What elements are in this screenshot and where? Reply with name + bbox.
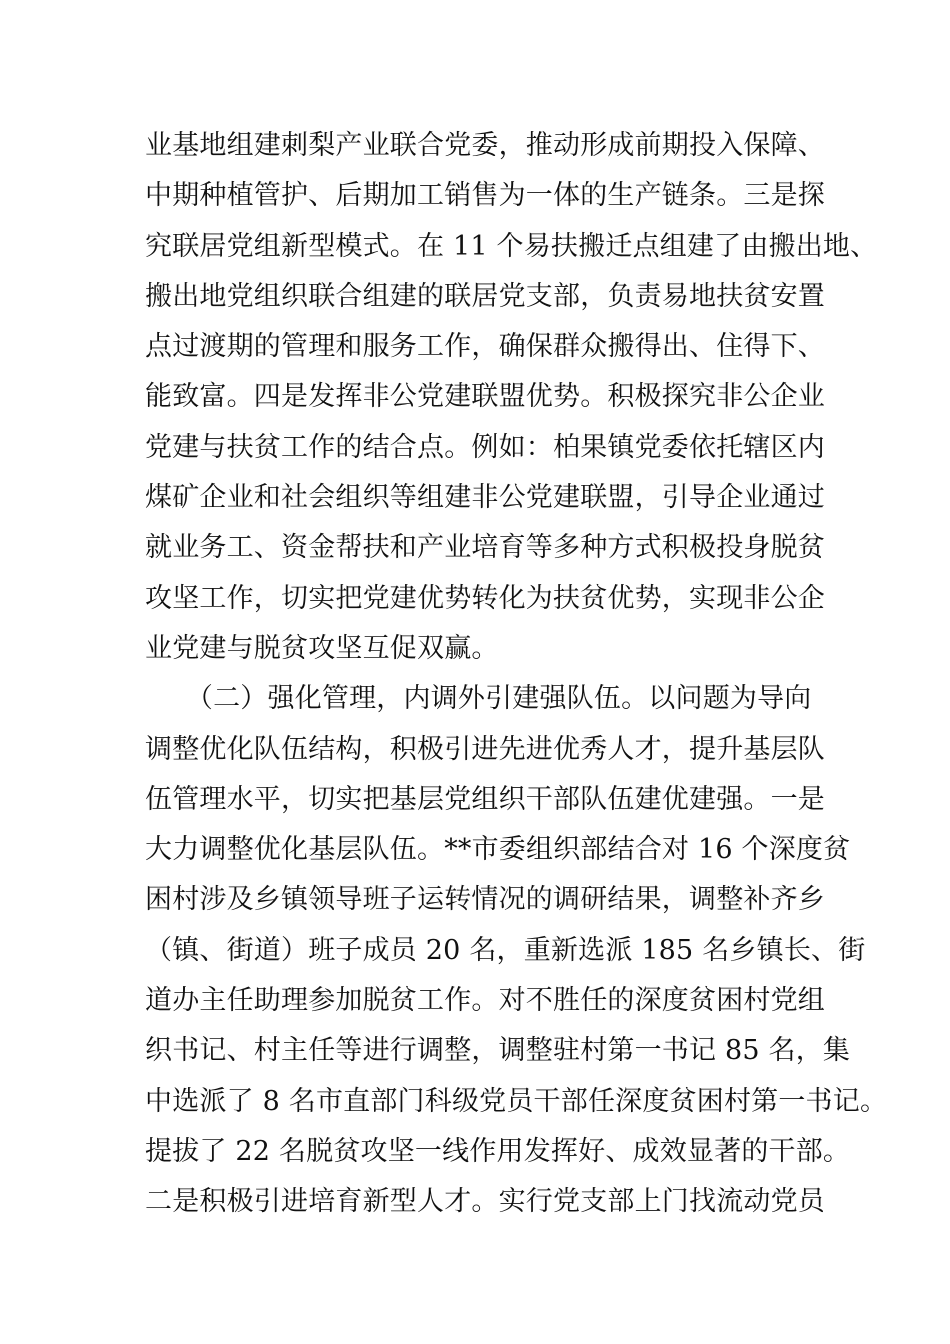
text-line: 点过渡期的管理和服务工作，确保群众搬得出、住得下、 <box>145 331 825 363</box>
text-line: 就业务工、资金帮扶和产业培育等多种方式积极投身脱贫 <box>145 532 825 564</box>
text-line: 二是积极引进培育新型人才。实行党支部上门找流动党员 <box>145 1186 825 1218</box>
body-text <box>145 121 888 1228</box>
text-line: （镇、街道）班子成员 20 名，重新选派 185 名乡镇长、街 <box>145 934 866 966</box>
text-line: 业基地组建刺梨产业联合党委，推动形成前期投入保障、 <box>145 130 825 161</box>
text-line: 道办主任助理参加脱贫工作。对不胜任的深度贫困村党组 <box>145 985 825 1017</box>
text-line: 党建与扶贫工作的结合点。例如：柏果镇党委依托辖区内 <box>145 431 825 463</box>
text-line: 攻坚工作，切实把党建优势转化为扶贫优势，实现非公企 <box>145 582 825 614</box>
text-line: 煤矿企业和社会组织等组建非公党建联盟，引导企业通过 <box>145 482 825 514</box>
text-line: 能致富。四是发挥非公党建联盟优势。积极探究非公企业 <box>145 381 825 413</box>
text-line: 搬出地党组织联合组建的联居党支部，负责易地扶贫安置 <box>145 280 825 312</box>
text-line: 提拔了 22 名脱贫攻坚一线作用发挥好、成效显著的干部。 <box>145 1135 851 1167</box>
section-heading-line: （二）强化管理，内调外引建强队伍。以问题为导向 <box>145 683 812 715</box>
text-line: 中选派了 8 名市直部门科级党员干部任深度贫困村第一书记。 <box>145 1085 888 1117</box>
text-line: 伍管理水平，切实把基层党组织干部队伍建优建强。一是 <box>145 783 825 815</box>
text-line: 大力调整优化基层队伍。**市委组织部结合对 16 个深度贫 <box>145 834 851 866</box>
text-line: 业党建与脱贫攻坚互促双赢。 <box>145 632 499 664</box>
text-line: 究联居党组新型模式。在 11 个易扶搬迁点组建了由搬出地、 <box>145 230 878 262</box>
text-line: 调整优化队伍结构，积极引进先进优秀人才，提升基层队 <box>145 733 825 765</box>
text-line: 中期种植管护、后期加工销售为一体的生产链条。三是探 <box>145 180 825 212</box>
text-line: 织书记、村主任等进行调整，调整驻村第一书记 85 名，集 <box>145 1035 851 1067</box>
text-line: 困村涉及乡镇领导班子运转情况的调研结果，调整补齐乡 <box>145 884 825 916</box>
